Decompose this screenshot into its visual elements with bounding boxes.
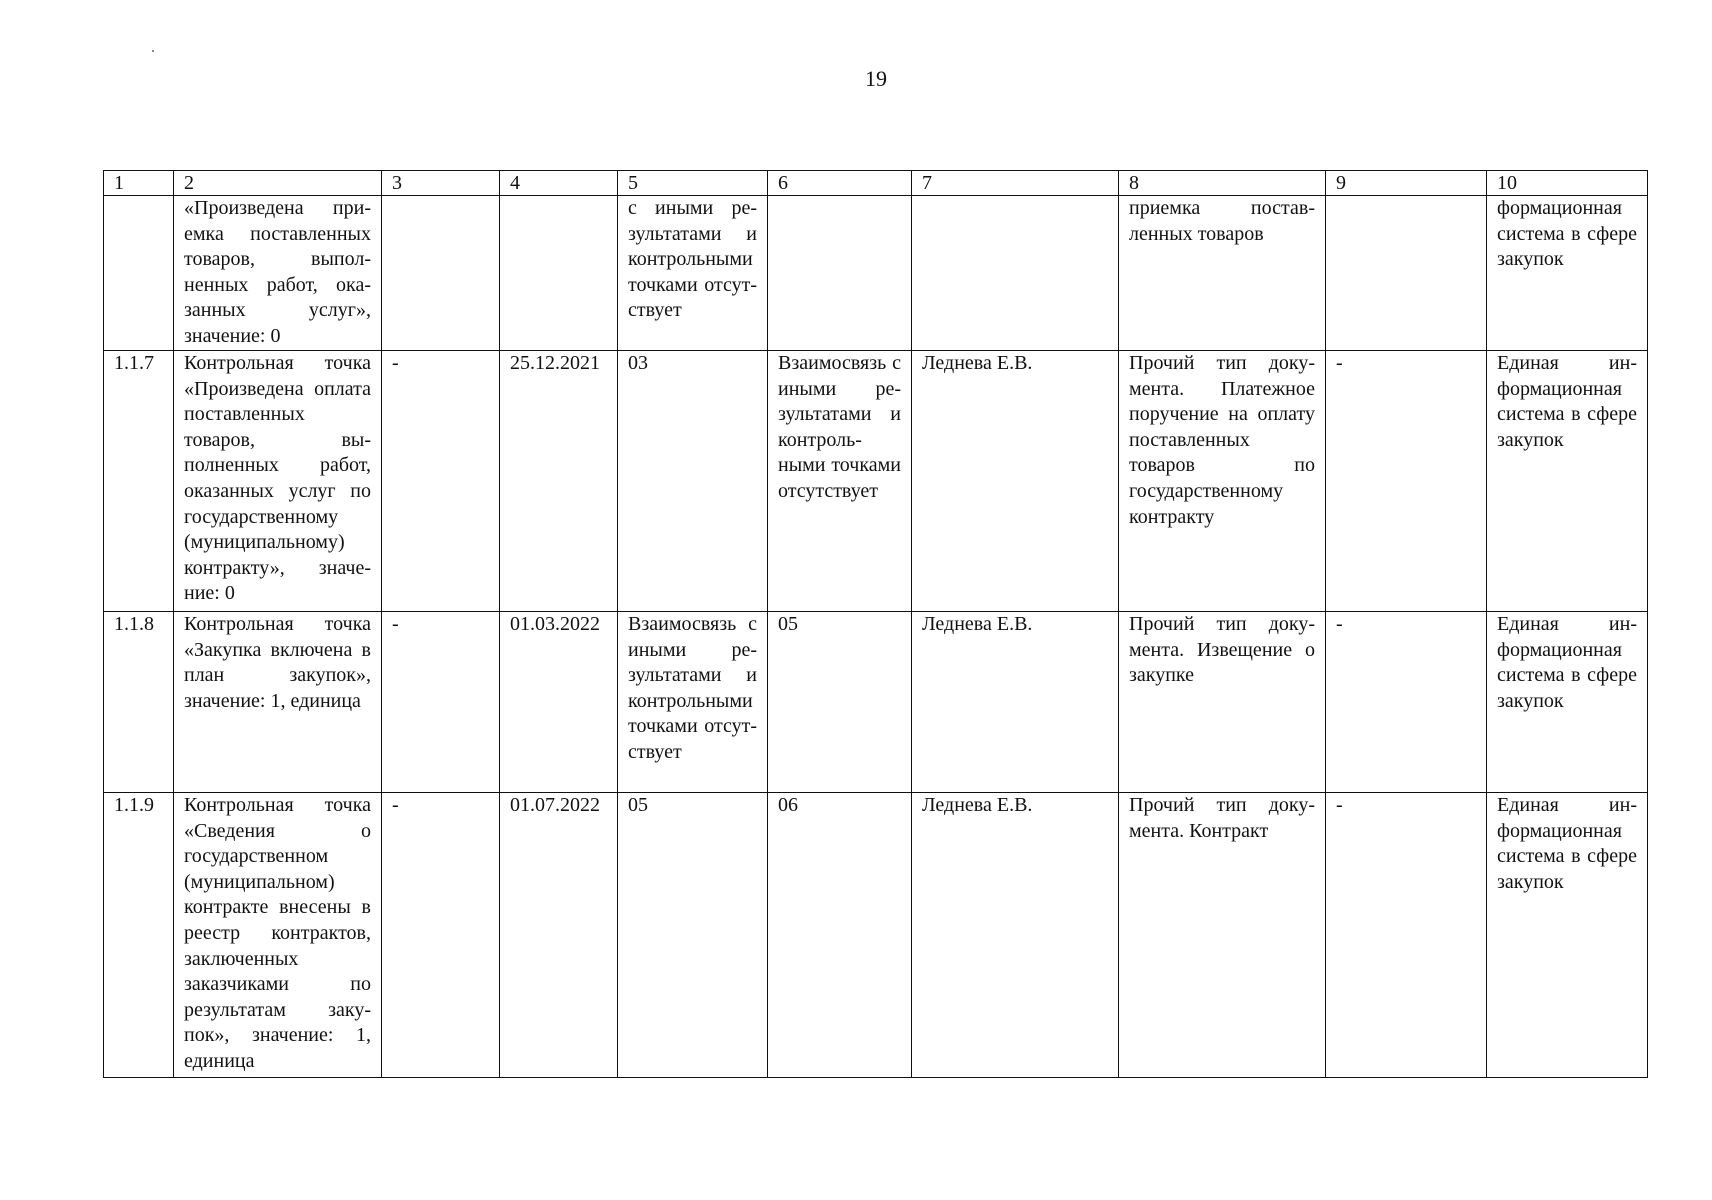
table-cell <box>1326 196 1487 351</box>
row-number-cell: 1.1.8 <box>104 612 174 793</box>
information-system-cell: формационная система в сфере закупок <box>1487 196 1648 351</box>
responsible-cell <box>912 196 1119 351</box>
table-cell: - <box>382 793 500 1078</box>
document-type-cell: Прочий тип документа. Контракт <box>1119 793 1326 1078</box>
table-cell: - <box>1326 351 1487 612</box>
scan-speck <box>152 50 154 52</box>
page-number: 19 <box>865 66 887 91</box>
column-number: 8 <box>1119 171 1326 196</box>
control-point-name-cell: «Произведена приемка поставленных товаров, выполненных работ, оказанных услуг», значение: 0 <box>174 196 382 351</box>
table-cell <box>382 196 500 351</box>
date-cell: 25.12.2021 <box>500 351 618 612</box>
column-number: 3 <box>382 171 500 196</box>
column-number: 5 <box>618 171 768 196</box>
control-point-name-cell: Контрольная точка «Сведения о государственном (муниципальном) контракте внесены в реестр контрактов, заключенных заказчиками по результатам закупок», значение: 1, единица <box>174 793 382 1078</box>
table-cell: Взаимосвязь с иными результатами и контрольными точками отсутствует <box>618 612 768 793</box>
date-cell: 01.03.2022 <box>500 612 618 793</box>
column-number: 7 <box>912 171 1119 196</box>
table-cell: - <box>1326 793 1487 1078</box>
column-number: 4 <box>500 171 618 196</box>
information-system-cell: Единая информационная система в сфере закупок <box>1487 351 1648 612</box>
row-number-cell: 1.1.7 <box>104 351 174 612</box>
column-number: 9 <box>1326 171 1487 196</box>
table-cell: - <box>382 612 500 793</box>
column-number: 1 <box>104 171 174 196</box>
table-cell: - <box>382 351 500 612</box>
table-cell: 03 <box>618 351 768 612</box>
row-number-cell <box>104 196 174 351</box>
row-number-cell: 1.1.9 <box>104 793 174 1078</box>
table-cell: 05 <box>768 612 912 793</box>
column-number: 6 <box>768 171 912 196</box>
date-cell: 01.07.2022 <box>500 793 618 1078</box>
table-cell: 05 <box>618 793 768 1078</box>
table-cell: 06 <box>768 793 912 1078</box>
responsible-cell: Леднева Е.В. <box>912 793 1119 1078</box>
responsible-cell: Леднева Е.В. <box>912 351 1119 612</box>
information-system-cell: Единая информационная система в сфере закупок <box>1487 612 1648 793</box>
table-row <box>104 196 1648 351</box>
table-header-row <box>104 171 1648 196</box>
responsible-cell: Леднева Е.В. <box>912 612 1119 793</box>
document-type-cell: Прочий тип документа. Извещение о закупке <box>1119 612 1326 793</box>
column-number: 2 <box>174 171 382 196</box>
control-points-table <box>103 170 1648 1078</box>
control-point-name-cell: Контрольная точка «Произведена оплата поставленных товаров, выполненных работ, оказанных услуг по государственному (муниципальному) контракту», значение: 0 <box>174 351 382 612</box>
table-cell <box>768 196 912 351</box>
date-cell <box>500 196 618 351</box>
table-row <box>104 612 1648 793</box>
information-system-cell: Единая информационная система в сфере закупок <box>1487 793 1648 1078</box>
table-cell: Взаимосвязь с иными результатами и контрольными точками отсутствует <box>768 351 912 612</box>
table-row <box>104 793 1648 1078</box>
table-row <box>104 351 1648 612</box>
table-cell: - <box>1326 612 1487 793</box>
table-cell: с иными результатами и контрольными точками отсутствует <box>618 196 768 351</box>
control-point-name-cell: Контрольная точка «Закупка включена в план закупок», значение: 1, единица <box>174 612 382 793</box>
document-type-cell: приемка поставленных товаров <box>1119 196 1326 351</box>
column-number: 10 <box>1487 171 1648 196</box>
document-type-cell: Прочий тип документа. Платежное поручение на оплату поставленных товаров по государственному контракту <box>1119 351 1326 612</box>
